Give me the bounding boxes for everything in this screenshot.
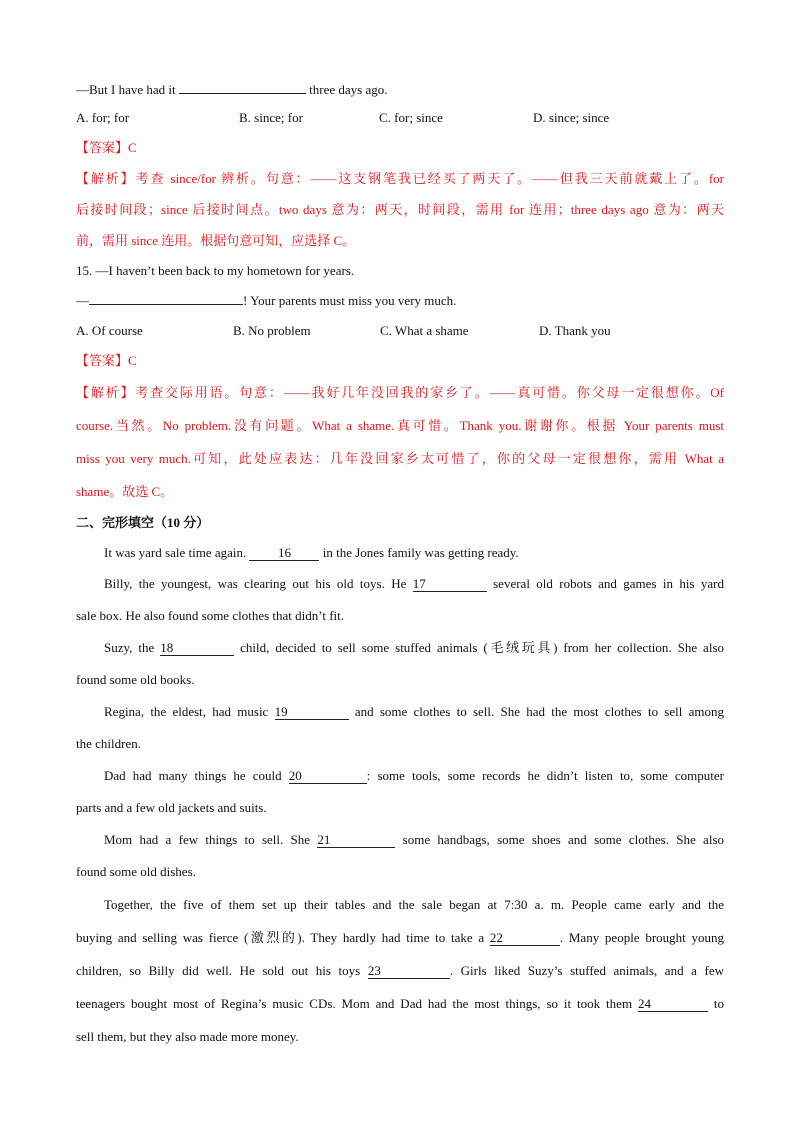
blank-16: 16 <box>249 545 319 561</box>
blank-19: 19 <box>275 704 349 720</box>
blank-17: 17 <box>413 576 487 592</box>
cloze-paragraph: Billy, the youngest, was clearing out his old toys. He 17 several old robots and games in his yard sale box. He also found some clothes that didn’t fit. <box>76 576 724 623</box>
cloze-paragraph: Regina, the eldest, had music 19 and some clothes to sell. She had the most clothes to sell among the children. <box>76 704 724 751</box>
cloze-paragraph: Dad had many things he could 20 : some tools, some records he didn’t listen to, some computer parts and a few old jackets and suits. <box>76 768 725 815</box>
option-a: A. for; for <box>76 110 130 125</box>
q15-options <box>76 316 724 346</box>
q15-question: 15. —I haven’t been back to my hometown for years. <box>76 263 355 278</box>
option-a: A. Of course <box>76 323 143 338</box>
blank-21: 21 <box>317 832 395 848</box>
q14-options <box>76 103 724 133</box>
option-d: D. since; since <box>533 110 610 125</box>
option-d: D. Thank you <box>539 323 611 338</box>
option-b: B. since; for <box>239 110 303 125</box>
option-c: C. for; since <box>379 110 443 125</box>
document-page <box>76 79 724 1053</box>
blank-24: 24 <box>638 996 708 1012</box>
blank-18: 18 <box>160 640 234 656</box>
q15-answer: 【答案】C <box>76 353 137 368</box>
option-b: B. No problem <box>233 323 311 338</box>
cloze-paragraph: It was yard sale time again. 16 in the Jones family was getting ready. <box>104 545 519 560</box>
blank-20: 20 <box>289 768 367 784</box>
q15-analysis: 【解析】考查交际用语。句意：——我好几年没回我的家乡了。——真可惜。你父母一定很想你。Of course.当然。No problem.没有问题。What a shame.真可惜。Thank you.谢谢你。根据 Your parents must miss you very much.可知，此处应表达：几年没回家乡太可惜了，你的父母一定很想你，需用 What a shame。故选 C。 <box>76 385 724 499</box>
cloze-paragraph: Mom had a few things to sell. She 21 some handbags, some shoes and some clothes. She also found some old dishes. <box>76 832 724 879</box>
answer-blank <box>179 79 306 94</box>
section-heading: 二、完形填空（10 分） <box>76 515 210 530</box>
cloze-paragraph: Suzy, the 18 child, decided to sell some stuffed animals (毛绒玩具) from her collection. She also found some old books. <box>76 640 724 687</box>
blank-22: 22 <box>490 930 560 946</box>
q14-analysis: 【解析】考查 since/for 辨析。句意：——这支钢笔我已经买了两天了。——但我三天前就戴上了。for 后接时间段；since 后接时间点。two days 意为：两天，时间段，需用 for 连用；three days ago 意为：两天 前，需用 since 连用。根据句意可知，应选择 C。 <box>76 171 724 248</box>
q14-line: —But I have had it three days ago. <box>76 79 724 97</box>
cloze-paragraph: Together, the five of them set up their tables and the sale began at 7:30 a. m. People came early and the buying and selling was fierce (激烈的). They hardly had time to take a 22 . Many people brought young children, so Billy did well. He sold out his toys 23 . Girls liked Suzy’s stuffed animals, and a few teenagers bought most of Regina’s music CDs. Mom and Dad had the most things, so it took them 24 to sell them, but they also made more money. <box>76 897 724 1044</box>
q14-answer: 【答案】C <box>76 140 137 155</box>
blank-23: 23 <box>368 963 450 979</box>
option-c: C. What a shame <box>380 323 469 338</box>
answer-blank <box>89 290 243 305</box>
q15-response: — ! Your parents must miss you very much. <box>76 286 724 316</box>
